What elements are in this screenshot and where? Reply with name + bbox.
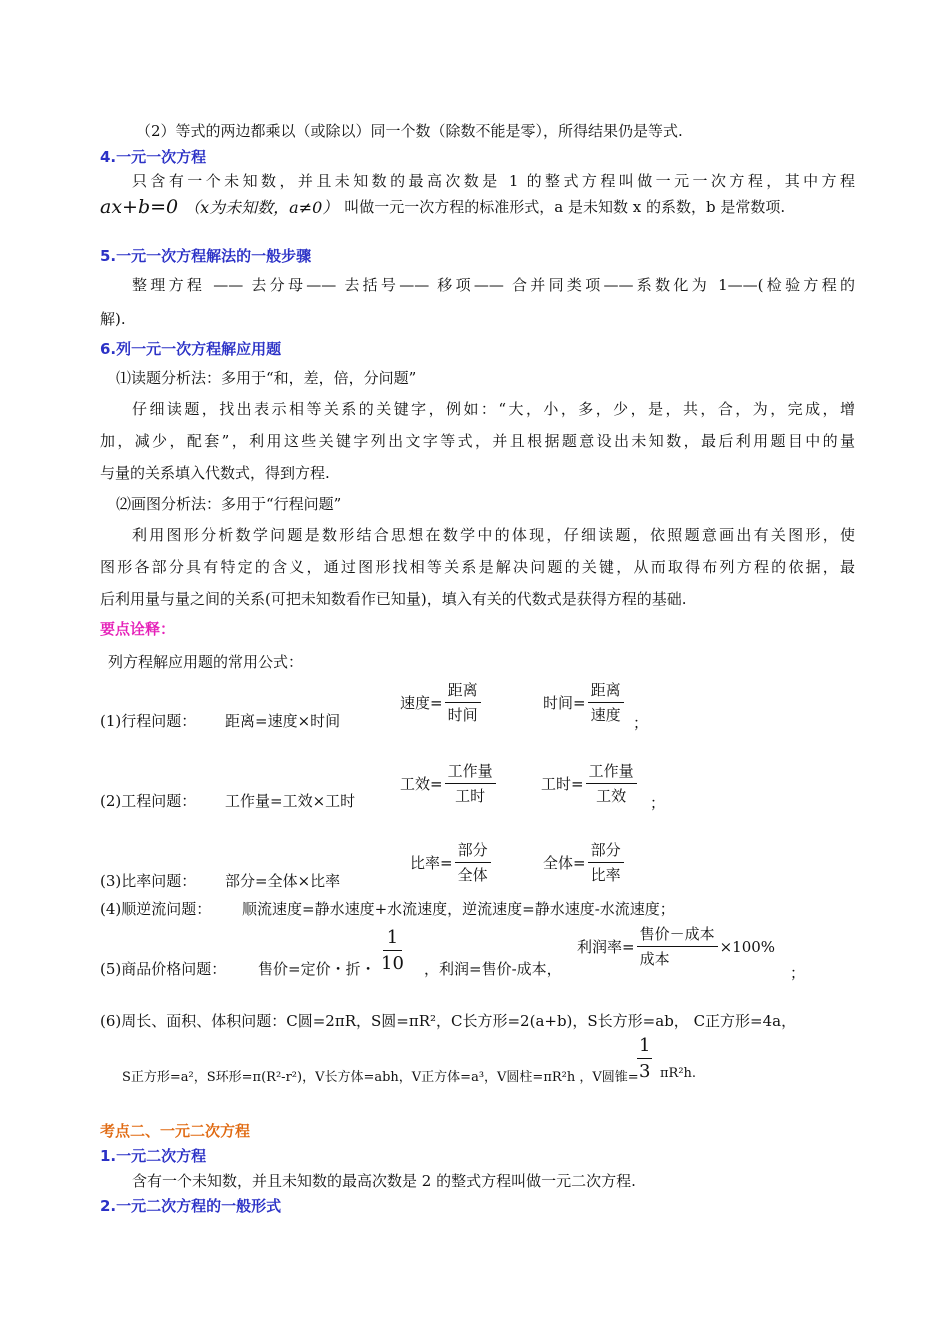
work-efficiency-fraction: 工效 = $\frac{\text{工作量}}{\text{工时}}$ xyxy=(400,761,498,806)
work-end: ； xyxy=(650,794,666,812)
travel-time-fraction: 时间 = $\frac{\text{距离}}{\text{速度}}$ xyxy=(543,680,626,725)
method-1-p3: 与量的关系填入代数式，得到方程. xyxy=(100,464,330,482)
standard-form-text: 叫做一元一次方程的标准形式，a 是未知数 x 的系数，b 是常数项. xyxy=(344,198,786,216)
work-time-fraction: 工时 = $\frac{\text{工作量}}{\text{工效}}$ xyxy=(541,761,639,806)
section-4-standard-form xyxy=(100,195,855,218)
ratio-label: (3)比率问题： xyxy=(100,872,197,890)
discount-fraction: 1 10 xyxy=(381,927,404,974)
method-2-title: ⑵画图分析法：多用于“行程问题” xyxy=(116,495,342,513)
ratio-whole-fraction: 全体 = $\frac{\text{部分}}{\text{比率}}$ xyxy=(543,840,626,885)
linear-equation: ax+b=0 xyxy=(100,195,179,218)
travel-end: ； xyxy=(633,714,649,732)
section-6-title: 6.列一元一次方程解应用题 xyxy=(100,340,282,358)
stream-formula: 顺流速度=静水速度+水流速度，逆流速度=静水速度-水流速度； xyxy=(242,900,675,918)
keypoints-title: 要点诠释： xyxy=(100,620,176,638)
method-1-p2: 加，减少，配套”，利用这些关键字列出文字等式，并且根据题意设出未知数，最后利用题目中的量 xyxy=(100,432,855,450)
section-5-steps-end: 解). xyxy=(100,310,126,328)
section-5-steps: 整理方程 —— 去分母—— 去括号—— 移项—— 合并同类项——系数化为 1——(检验方程的 xyxy=(132,276,855,294)
ratio-formula: 部分=全体×比率 xyxy=(225,872,341,890)
section-4-paragraph: 只含有一个未知数，并且未知数的最高次数是 1 的整式方程叫做一元一次方程，其中方程 xyxy=(132,172,855,190)
equation-rule-2: （2）等式的两边都乘以（或除以）同一个数（除数不能是零），所得结果仍是等式. xyxy=(136,122,683,140)
method-1-title: ⑴读题分析法：多用于“和，差，倍，分问题” xyxy=(116,369,417,387)
profit-rate-fraction: 利润率 = $\frac{\text{售价－成本}}{\text{成本}}$ ×100% xyxy=(577,925,776,968)
stream-label: (4)顺逆流问题： xyxy=(100,900,212,918)
method-1-p1: 仔细读题，找出表示相等关系的关键字，例如：“大，小，多，少，是，共，合，为，完成，增 xyxy=(132,400,855,418)
price-formula-b: ，利润=售价-成本， xyxy=(424,960,562,978)
geometry-formulas-line-1: (6)周长、面积、体积问题：C圆=2πR，S圆=πR²，C长方形=2(a+b)，S长方形=ab， C正方形=4a， xyxy=(100,1012,797,1030)
keypoints-intro: 列方程解应用题的常用公式： xyxy=(108,653,304,671)
price-end: ； xyxy=(790,964,806,982)
method-2-p2: 图形各部分具有特定的含义，通过图形找相等关系是解决问题的关键，从而取得布列方程的依据，最 xyxy=(100,558,855,576)
topic-2-title: 考点二、一元二次方程 xyxy=(100,1122,251,1140)
topic-2-section-2-title: 2.一元二次方程的一般形式 xyxy=(100,1197,282,1215)
work-label: (2)工程问题： xyxy=(100,792,197,810)
price-label: (5)商品价格问题： xyxy=(100,960,227,978)
section-5-title: 5.一元一次方程解法的一般步骤 xyxy=(100,247,312,265)
ratio-rate-fraction: 比率 = $\frac{\text{部分}}{\text{全体}}$ xyxy=(410,840,493,885)
travel-label: (1)行程问题： xyxy=(100,712,197,730)
geometry-formulas-line-2: S正方形=a²，S环形=π(R²-r²)，V长方体=abh，V正方体=a³，V圆柱=πR²h ，V圆锥= xyxy=(122,1070,639,1085)
topic-2-section-1-paragraph: 含有一个未知数，并且未知数的最高次数是 2 的整式方程叫做一元二次方程. xyxy=(132,1172,636,1190)
section-4-title: 4.一元一次方程 xyxy=(100,148,207,166)
method-2-p3: 后利用量与量之间的关系(可把未知数看作已知量)，填入有关的代数式是获得方程的基础. xyxy=(100,590,687,608)
cone-volume-tail: πR²h. xyxy=(660,1066,697,1081)
travel-formula: 距离=速度×时间 xyxy=(225,712,341,730)
equation-condition: （x为未知数，a≠0） xyxy=(184,198,339,217)
topic-2-section-1-title: 1.一元二次方程 xyxy=(100,1147,207,1165)
travel-speed-fraction: 速度 = $\frac{\text{距离}}{\text{时间}}$ xyxy=(400,680,483,725)
price-formula-a: 售价=定价・折・ xyxy=(258,960,376,978)
method-2-p1: 利用图形分析数学问题是数形结合思想在数学中的体现，仔细读题，依照题意画出有关图形，使 xyxy=(132,526,855,544)
one-third-fraction: 1 3 xyxy=(639,1035,651,1082)
work-formula: 工作量=工效×工时 xyxy=(225,792,356,810)
